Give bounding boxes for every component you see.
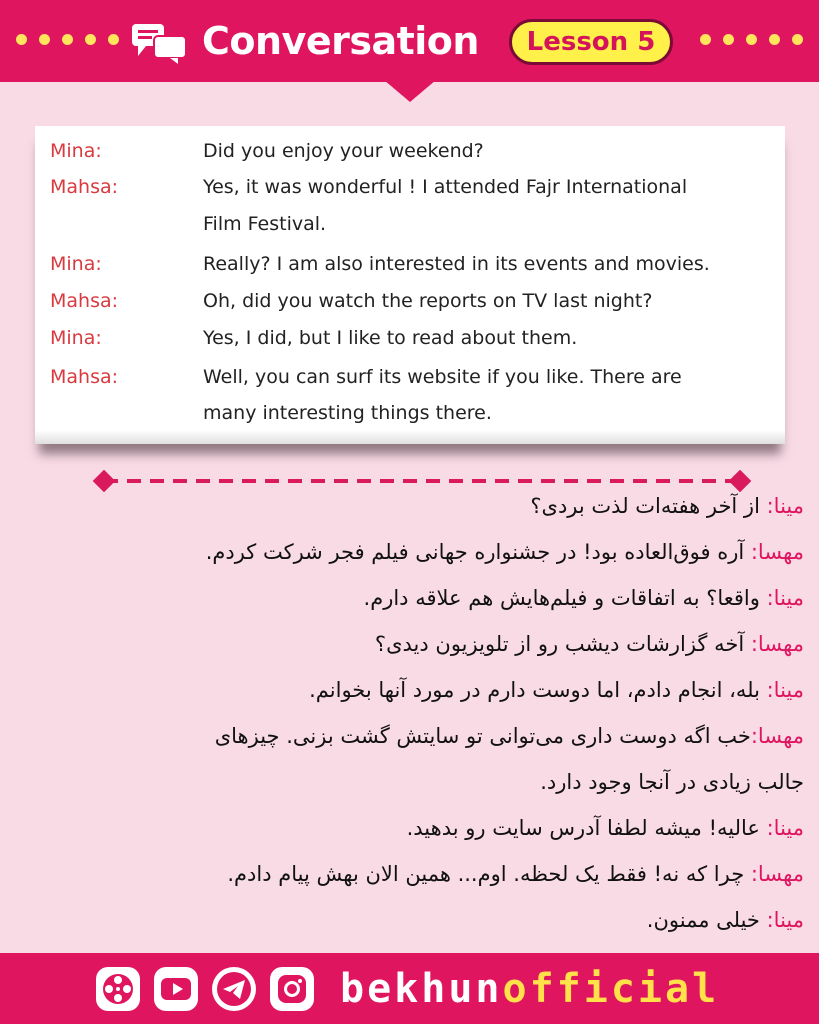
speaker-name: مهسا: <box>750 632 804 656</box>
dialogue-line: Well, you can surf its website if you like. There are <box>203 366 682 388</box>
translation-text: عالیه! میشه لطفا آدرس سایت رو بدهید. <box>406 816 767 840</box>
speaker-name: مینا: <box>766 586 804 610</box>
header-notch <box>384 80 436 102</box>
dialogue-line: Really? I am also interested in its events and movies. <box>203 253 710 275</box>
translation-text: آخه گزارشات دیشب رو از تلویزیون دیدی؟ <box>374 632 751 656</box>
lesson-badge: Lesson 5 <box>509 19 673 65</box>
header-banner <box>0 0 819 82</box>
translation-text: چرا که نه! فقط یک لحظه. اوم... همین الان بهش پیام دادم. <box>227 862 751 886</box>
footer-banner <box>0 953 819 1024</box>
translation-text: جالب زیادی در آنجا وجود دارد. <box>540 770 804 794</box>
translation-text: واقعا؟ به اتفاقات و فیلم‌هایش هم علاقه دارم. <box>363 586 767 610</box>
speaker-label: Mahsa: <box>50 366 119 388</box>
decorative-dots-right <box>700 34 803 45</box>
speaker-name: مهسا: <box>750 724 804 748</box>
youtube-icon[interactable] <box>154 967 198 1011</box>
translation-row <box>14 724 804 748</box>
card-bottom-fade <box>35 430 785 444</box>
translation-row <box>14 862 804 886</box>
decorative-dots-left <box>16 34 119 45</box>
translation-row <box>14 678 804 702</box>
dialogue-line: many interesting things there. <box>203 402 492 424</box>
telegram-icon[interactable] <box>212 967 256 1011</box>
chat-bubbles-icon <box>130 22 190 64</box>
dialogue-line: Yes, I did, but I like to read about them. <box>203 327 578 349</box>
translation-text: آره فوق‌العاده بود! در جشنواره جهانی فیلم فجر شرکت کردم. <box>205 540 751 564</box>
translation-text: خب اگه دوست داری می‌توانی تو سایتش گشت بزنی. چیزهای <box>214 724 751 748</box>
speaker-name: مهسا: <box>750 862 804 886</box>
page-title: Conversation <box>202 19 479 63</box>
speaker-label: Mahsa: <box>50 176 119 198</box>
dialogue-line: Did you enjoy your weekend? <box>203 140 484 162</box>
translation-text: از آخر هفته‌ات لذت بردی؟ <box>530 494 767 518</box>
translation-row <box>14 632 804 656</box>
brand-name-part1: bekhun <box>340 966 503 1012</box>
dialogue-line: Film Festival. <box>203 213 327 235</box>
speaker-label: Mina: <box>50 253 102 275</box>
translation-row <box>14 770 804 794</box>
translation-row <box>14 816 804 840</box>
speaker-name: مینا: <box>766 816 804 840</box>
speaker-name: مینا: <box>766 908 804 932</box>
translation-text: بله، انجام دادم، اما دوست دارم در مورد آنها بخوانم. <box>309 678 767 702</box>
dialogue-line: Yes, it was wonderful ! I attended Fajr International <box>203 176 688 198</box>
dialogue-line: Oh, did you watch the reports on TV last night? <box>203 290 653 312</box>
translation-row <box>14 540 804 564</box>
speaker-name: مینا: <box>766 494 804 518</box>
speaker-name: مینا: <box>766 678 804 702</box>
film-reel-icon[interactable] <box>96 967 140 1011</box>
translation-text: خیلی ممنون. <box>646 908 767 932</box>
english-dialogue-card <box>35 126 785 444</box>
speaker-label: Mina: <box>50 140 102 162</box>
speaker-label: Mina: <box>50 327 102 349</box>
speaker-label: Mahsa: <box>50 290 119 312</box>
translation-row <box>14 494 804 518</box>
brand-name <box>340 961 719 1017</box>
brand-name-part2: official <box>502 966 720 1012</box>
translation-row <box>14 908 804 932</box>
translation-row <box>14 586 804 610</box>
speaker-name: مهسا: <box>750 540 804 564</box>
instagram-icon[interactable] <box>270 967 314 1011</box>
dashed-divider <box>92 470 752 492</box>
